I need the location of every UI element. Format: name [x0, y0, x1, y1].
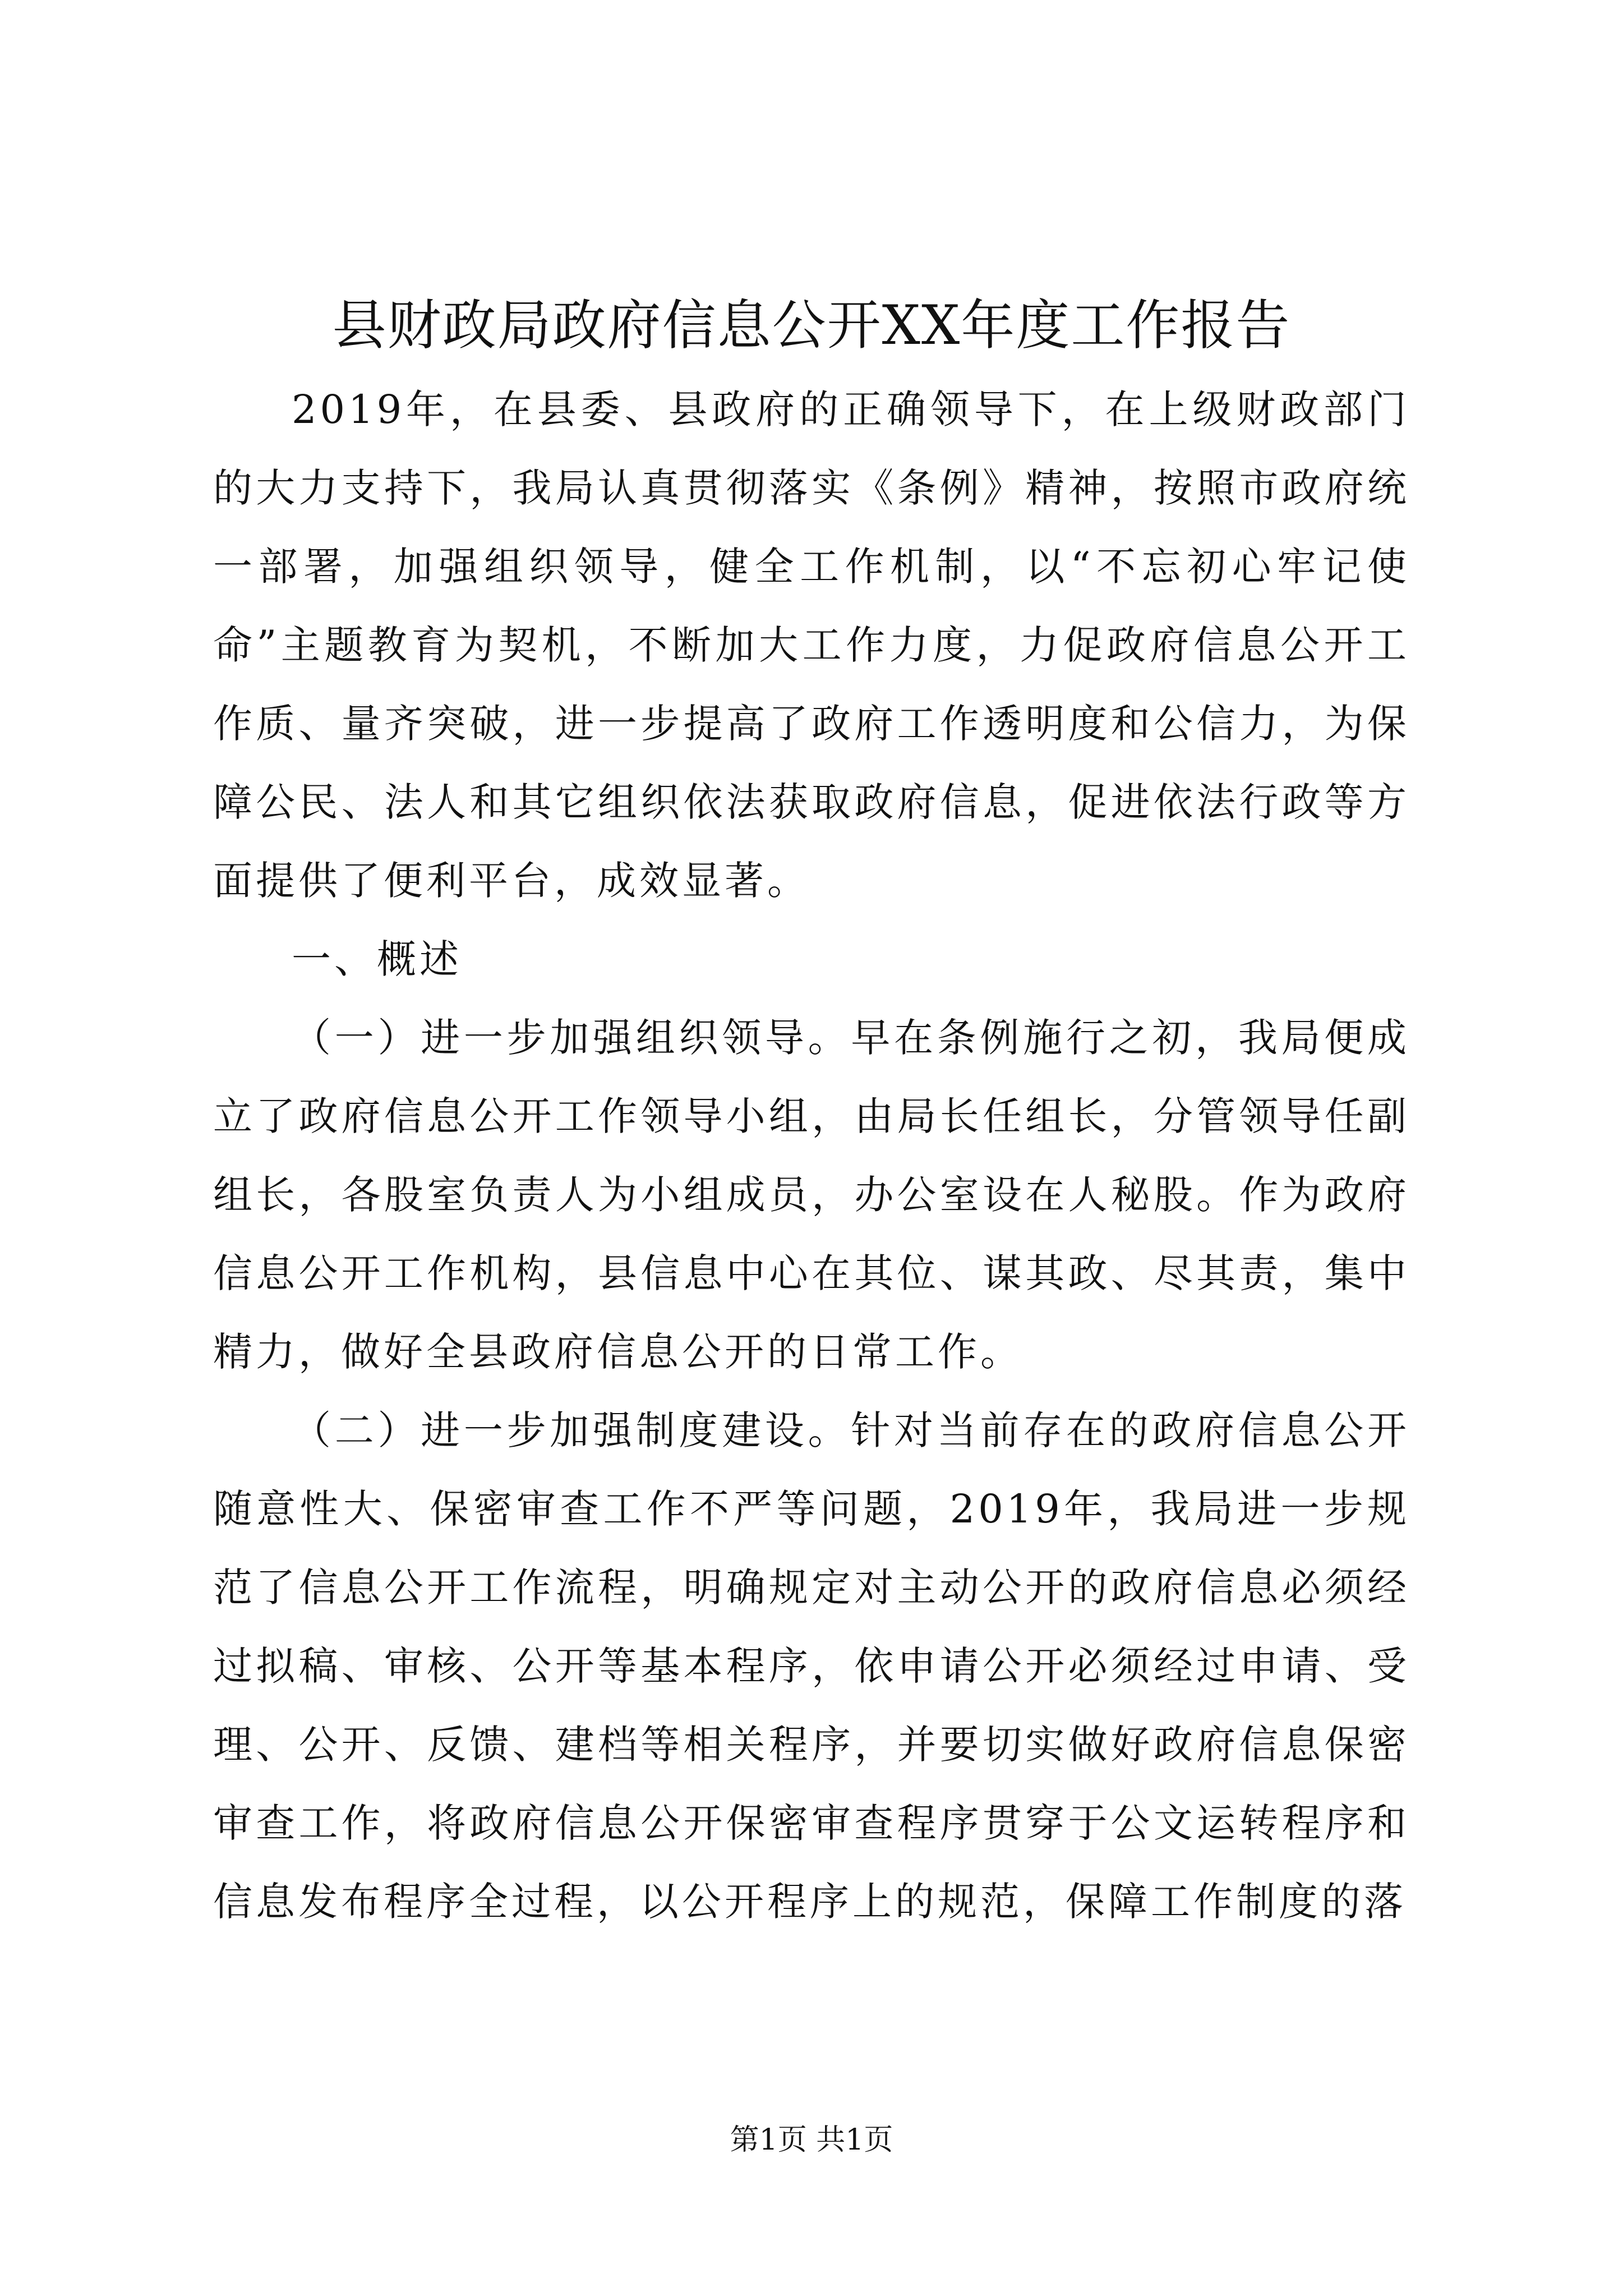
- paragraph-system-building: （二）进一步加强制度建设。针对当前存在的政府信息公开随意性大、保密审查工作不严等问题，2019年，我局进一步规范了信息公开工作流程，明确规定对主动公开的政府信息必须经过拟稿、审核、公开等基本程序，依申请公开必须经过申请、受理、公开、反馈、建档等相关程序，并要切实做好政府信息保密审查工作，将政府信息公开保密审查程序贯穿于公文运转程序和信息发布程序全过程，以公开程序上的规范，保障工作制度的落: [213, 1407, 1410, 1925]
- document-title: 县财政局政府信息公开XX年度工作报告: [332, 294, 1291, 357]
- page-number: 第1页 共1页: [730, 2123, 893, 2157]
- document-body: [213, 370, 1410, 1941]
- section-heading-overview: 一、概述: [292, 936, 462, 982]
- page-footer: [0, 2120, 1623, 2160]
- paragraph-organization: （一）进一步加强组织领导。早在条例施行之初，我局便成立了政府信息公开工作领导小组，由局长任组长，分管领导任副组长，各股室负责人为小组成员，办公室设在人秘股。作为政府信息公开工作机构，县信息中心在其位、谋其政、尽其责，集中精力，做好全县政府信息公开的日常工作。: [213, 1015, 1410, 1375]
- intro-paragraph: 2019年，在县委、县政府的正确领导下，在上级财政部门的大力支持下，我局认真贯彻落实《条例》精神，按照市政府统一部署，加强组织领导，健全工作机制，以“不忘初心牢记使命”主题教育为契机，不断加大工作力度，力促政府信息公开工作质、量齐突破，进一步提高了政府工作透明度和公信力，为保障公民、法人和其它组织依法获取政府信息，促进依法行政等方面提供了便利平台，成效显著。: [213, 386, 1410, 904]
